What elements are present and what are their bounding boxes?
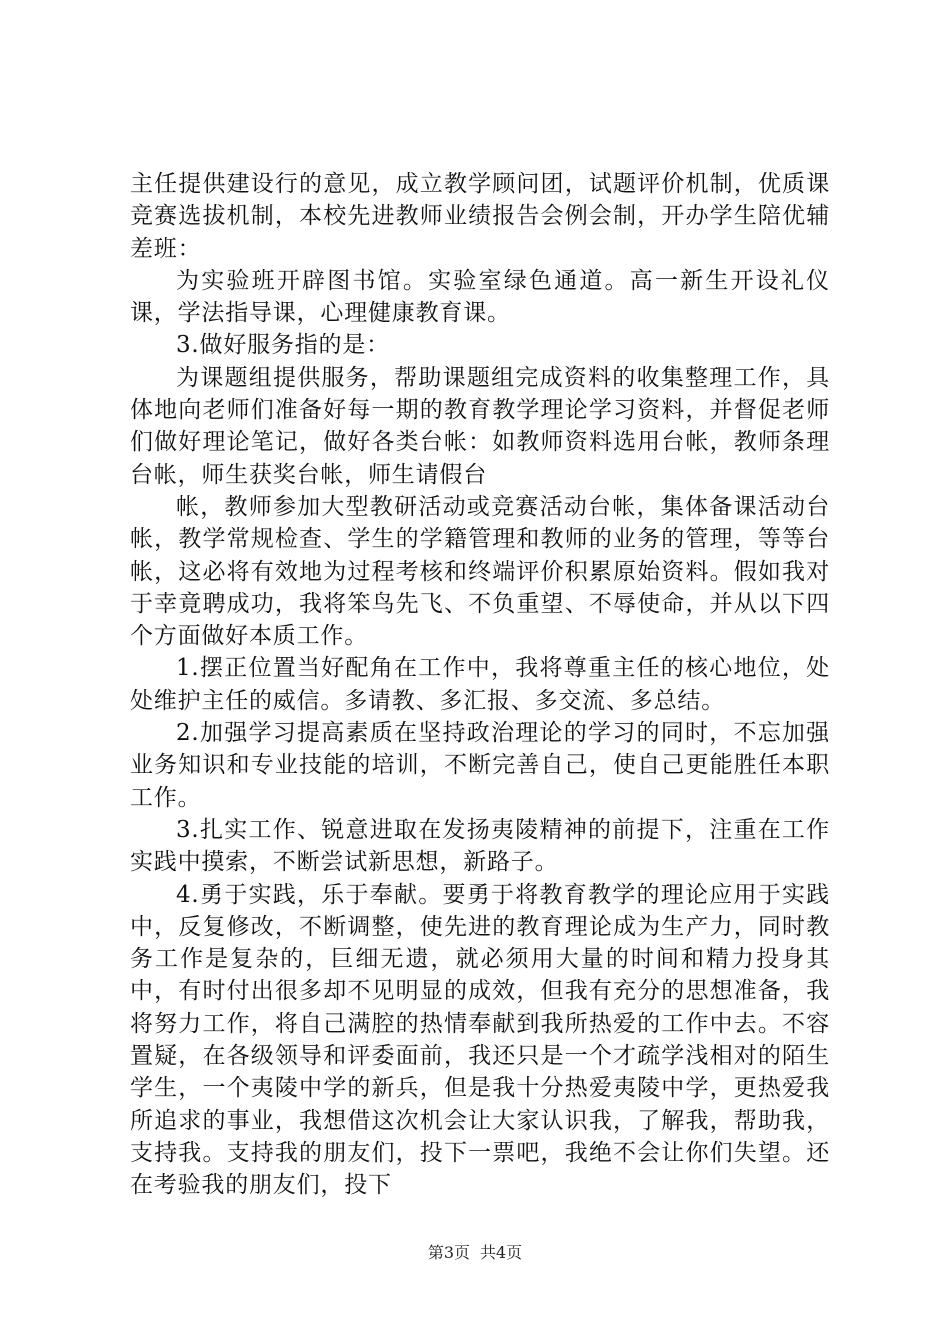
paragraph-point-4: 4.勇于实践，乐于奉献。要勇于将教育教学的理论应用于实践中，反复修改，不断调整，使先进的教育理论成为生产力，同时教务工作是复杂的，巨细无遗，就必须用大量的时间和精力投身其中，有时付出很多却不见明显的成效，但我有充分的思想准备，我将努力工作，将自己满腔的热情奉献到我所热爱的工作中去。不容置疑，在各级领导和评委面前，我还只是一个才疏学浅相对的陌生学生，一个夷陵中学的新兵，但是我十分热爱夷陵中学，更热爱我所追求的事业，我想借这次机会让大家认识我，了解我，帮助我，支持我。支持我的朋友们，投下一票吧，我绝不会让你们失望。还在考验我的朋友们，投下 bbox=[130, 881, 830, 1199]
paragraph-ledger-list: 帐，教师参加大型教研活动或竞赛活动台帐，集体备课活动台帐，教学常规检查、学生的学籍管理和教师的业务的管理，等等台帐，这必将有效地为过程考核和终端评价积累原始资料。假如我对于幸竟聘成功，我将笨鸟先飞、不负重望、不辱使命，并从以下四个方面做好本质工作。 bbox=[130, 493, 830, 650]
document-body bbox=[130, 168, 830, 1202]
page-number: 第3页 bbox=[427, 1243, 470, 1262]
paragraph-point-1: 1.摆正位置当好配角在工作中，我将尊重主任的核心地位，处处维护主任的威信。多请教、多汇报、多交流、多总结。 bbox=[130, 655, 830, 714]
paragraph-point-2: 2.加强学习提高素质在坚持政治理论的学习的同时，不忘加强业务知识和专业技能的培训，不断完善自己，使自己更能胜任本职工作。 bbox=[130, 720, 830, 811]
paragraph-point-3: 3.扎实工作、锐意进取在发扬夷陵精神的前提下，注重在工作实践中摸索，不断尝试新思想，新路子。 bbox=[130, 816, 830, 876]
paragraph-library-channel: 为实验班开辟图书馆。实验室绿色通道。高一新生开设礼仪课，学法指导课，心理健康教育课。 bbox=[130, 267, 830, 327]
paragraph-continuation: 主任提供建设行的意见，成立教学顾问团，试题评价机制，优质课竞赛选拔机制，本校先进教师业绩报告会例会制，开办学生陪优辅差班： bbox=[130, 171, 830, 262]
paragraph-heading-service: 3.做好服务指的是： bbox=[176, 332, 390, 359]
paragraph-service-detail: 为课题组提供服务，帮助课题组完成资料的收集整理工作，具体地向老师们准备好每一期的教育教学理论学习资料，并督促老师们做好理论笔记，做好各类台帐：如教师资料选用台帐，教师条理台帐，师生获奖台帐，师生请假台 bbox=[130, 364, 830, 488]
page-total: 共4页 bbox=[480, 1243, 523, 1262]
page-footer bbox=[0, 1243, 950, 1263]
